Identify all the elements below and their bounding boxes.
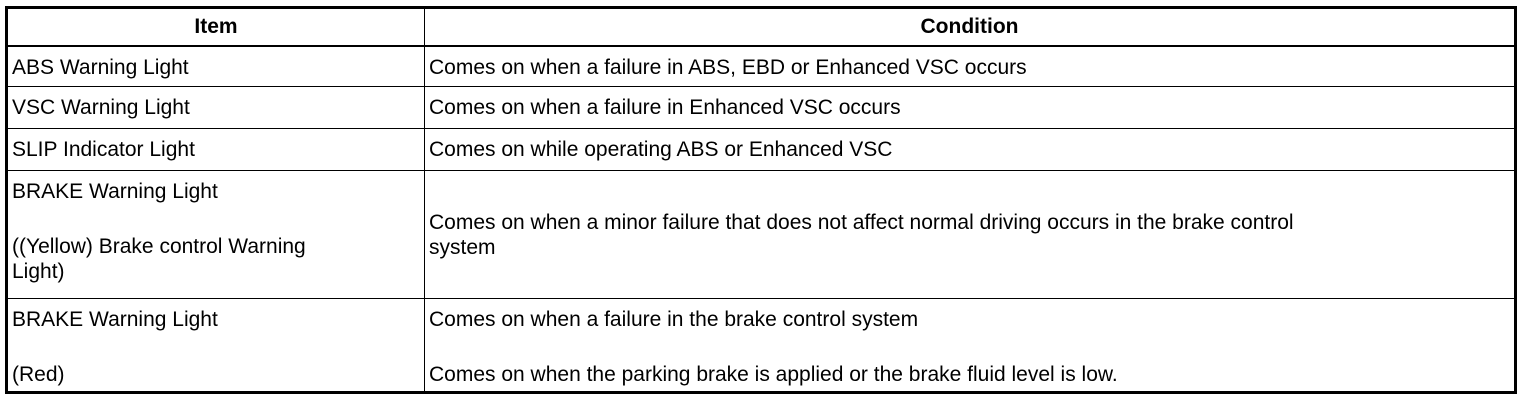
item-text: BRAKE Warning Light bbox=[12, 179, 218, 203]
line-spacer bbox=[429, 332, 1510, 362]
table-row bbox=[7, 170, 1516, 298]
condition-text: Comes on when a failure in ABS, EBD or Enhanced VSC occurs bbox=[429, 56, 1027, 79]
line-spacer bbox=[12, 204, 420, 234]
condition-cell bbox=[425, 46, 1516, 86]
item-text: VSC Warning Light bbox=[12, 95, 190, 119]
condition-text: Comes on while operating ABS or Enhanced VSC bbox=[429, 137, 893, 161]
condition-text: Comes on when a minor failure that does not affect normal driving occurs in the brake control bbox=[429, 211, 1294, 234]
condition-text: Comes on when a failure in the brake control system bbox=[429, 307, 919, 331]
table-row bbox=[7, 128, 1516, 170]
warning-light-table-container bbox=[5, 6, 1514, 394]
item-text: BRAKE Warning Light bbox=[12, 307, 218, 331]
condition-text: Comes on when a failure in Enhanced VSC occurs bbox=[429, 95, 901, 119]
condition-text: Comes on when the parking brake is applied or the brake fluid level is low. bbox=[429, 362, 1118, 386]
table-header-row bbox=[7, 8, 1516, 47]
item-cell bbox=[7, 298, 425, 392]
condition-cell bbox=[425, 170, 1516, 298]
item-text: ABS Warning Light bbox=[12, 56, 189, 79]
column-header-item: Item bbox=[7, 8, 425, 47]
condition-cell bbox=[425, 86, 1516, 128]
table-row bbox=[7, 46, 1516, 86]
line-spacer bbox=[12, 332, 420, 362]
item-text: SLIP Indicator Light bbox=[12, 137, 195, 161]
warning-light-table bbox=[5, 6, 1517, 394]
item-cell bbox=[7, 86, 425, 128]
item-cell bbox=[7, 46, 425, 86]
table-row bbox=[7, 298, 1516, 392]
item-text: Light) bbox=[12, 259, 65, 283]
table-row bbox=[7, 86, 1516, 128]
item-text: ((Yellow) Brake control Warning bbox=[12, 234, 306, 258]
condition-cell bbox=[425, 128, 1516, 170]
column-header-condition: Condition bbox=[425, 8, 1516, 47]
item-text: (Red) bbox=[12, 362, 65, 386]
condition-text: system bbox=[429, 236, 496, 259]
item-cell bbox=[7, 128, 425, 170]
condition-cell bbox=[425, 298, 1516, 392]
item-cell bbox=[7, 170, 425, 298]
